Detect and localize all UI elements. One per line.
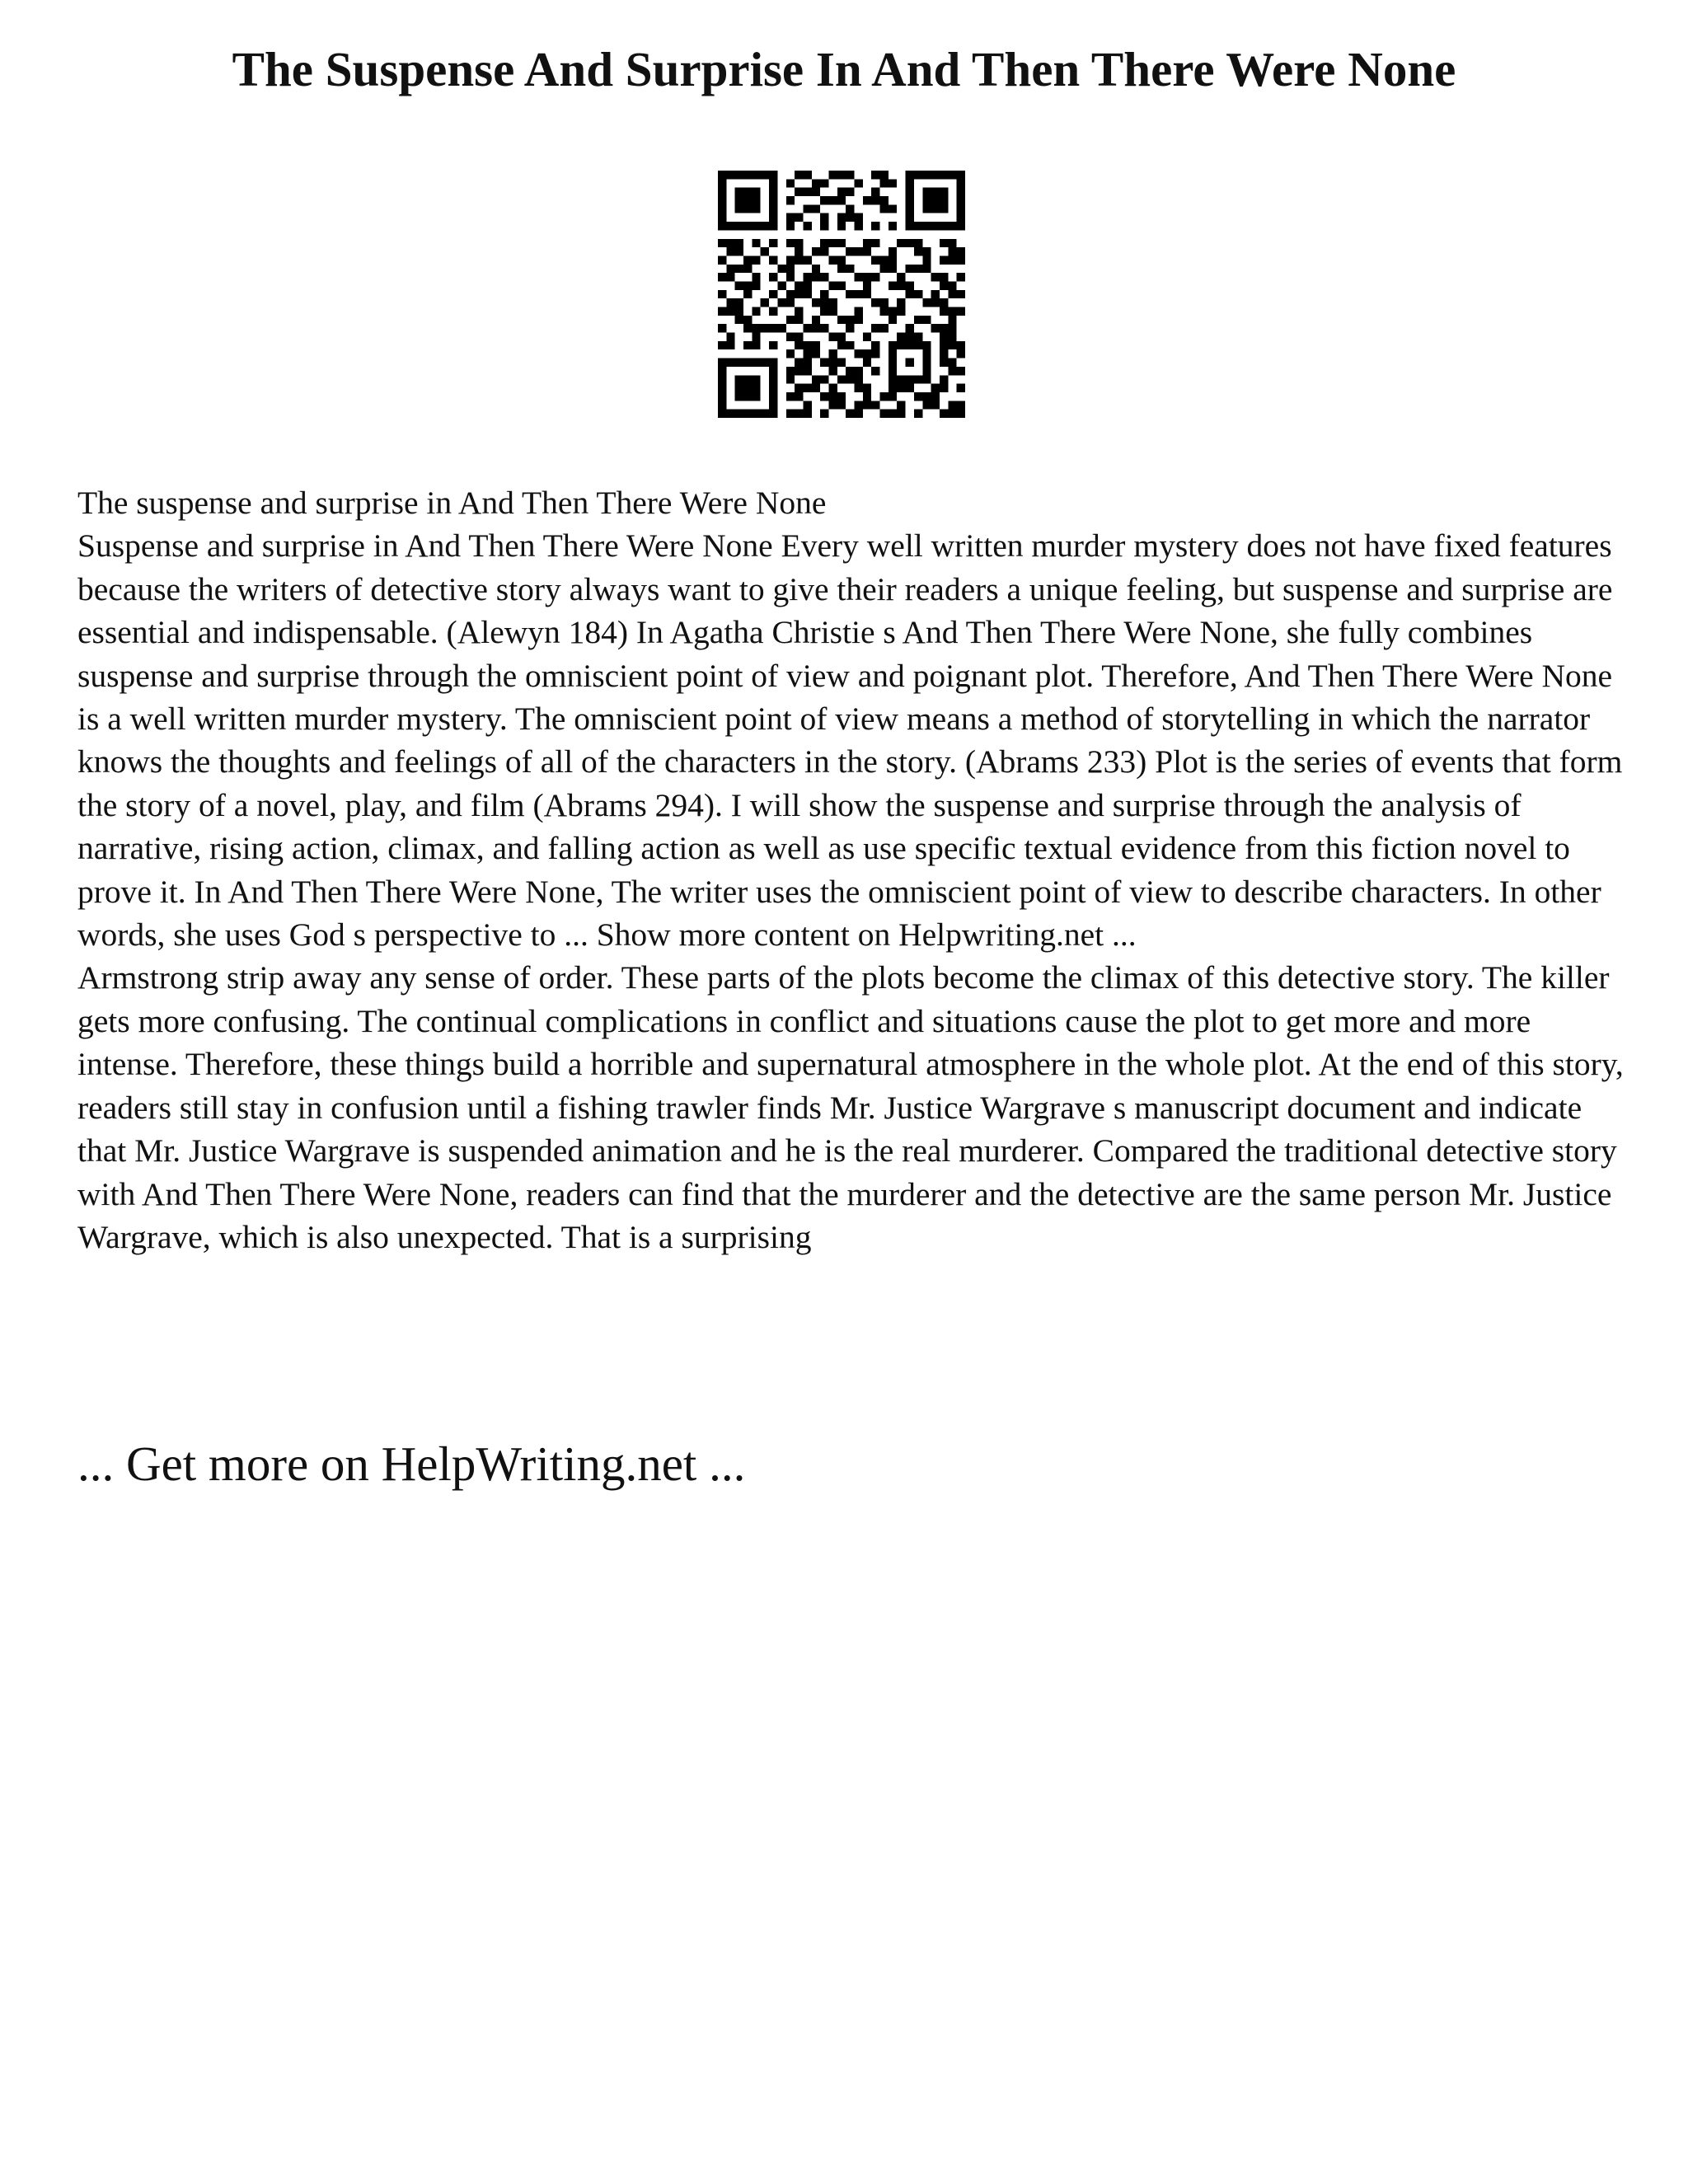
climax-paragraph: Armstrong strip away any sense of order. These parts of the plots become the climax of this detective story. The killer gets more confusing. The continual complications in conflict and situations cause the plot to get more and more intense. Therefore, these things build a horrible and supernatural atmosphere in the whole plot. At the end of this story, readers still stay in confusion until a fishing trawler finds Mr. Justice Wargrave s manuscript document and indicate that Mr. Justice Wargrave is suspended animation and he is the real murderer. Compared the traditional detective story with And Then There Were None, readers can find that the murderer and the detective are the same person Mr. Justice Wargrave, which is also unexpected. That is a surprising	[77, 959, 1624, 1255]
get-more-link[interactable]: ... Get more on HelpWriting.net ...	[77, 1436, 746, 1491]
body-text	[77, 481, 1627, 1258]
qr-code-icon	[718, 171, 965, 418]
document-title: The Suspense And Surprise In And Then There Were None	[232, 42, 1456, 96]
intro-paragraph: Suspense and surprise in And Then There Were None Every well written murder mystery does not have fixed features because the writers of detective story always want to give their readers a unique feeling, but suspense and surprise are essential and indispensable. (Alewyn 184) In Agatha Christie s And Then There Were None, she fully combines suspense and surprise through the omniscient point of view and poignant plot. Therefore, And Then There Were None is a well written murder mystery. The omniscient point of view means a method of storytelling in which the narrator knows the thoughts and feelings of all of the characters in the story. (Abrams 233) Plot is the series of events that form the story of a novel, play, and film (Abrams 294). I will show the suspense and surprise through the analysis of narrative, rising action, climax, and falling action as well as use specific textual evidence from this fiction novel to prove it. In And Then There Were None, The writer uses the omniscient point of view to describe characters. In other words, she uses God s perspective to ... Show more content on Helpwriting.net ...	[77, 527, 1623, 954]
subtitle-paragraph: The suspense and surprise in And Then There Were None	[77, 485, 827, 521]
